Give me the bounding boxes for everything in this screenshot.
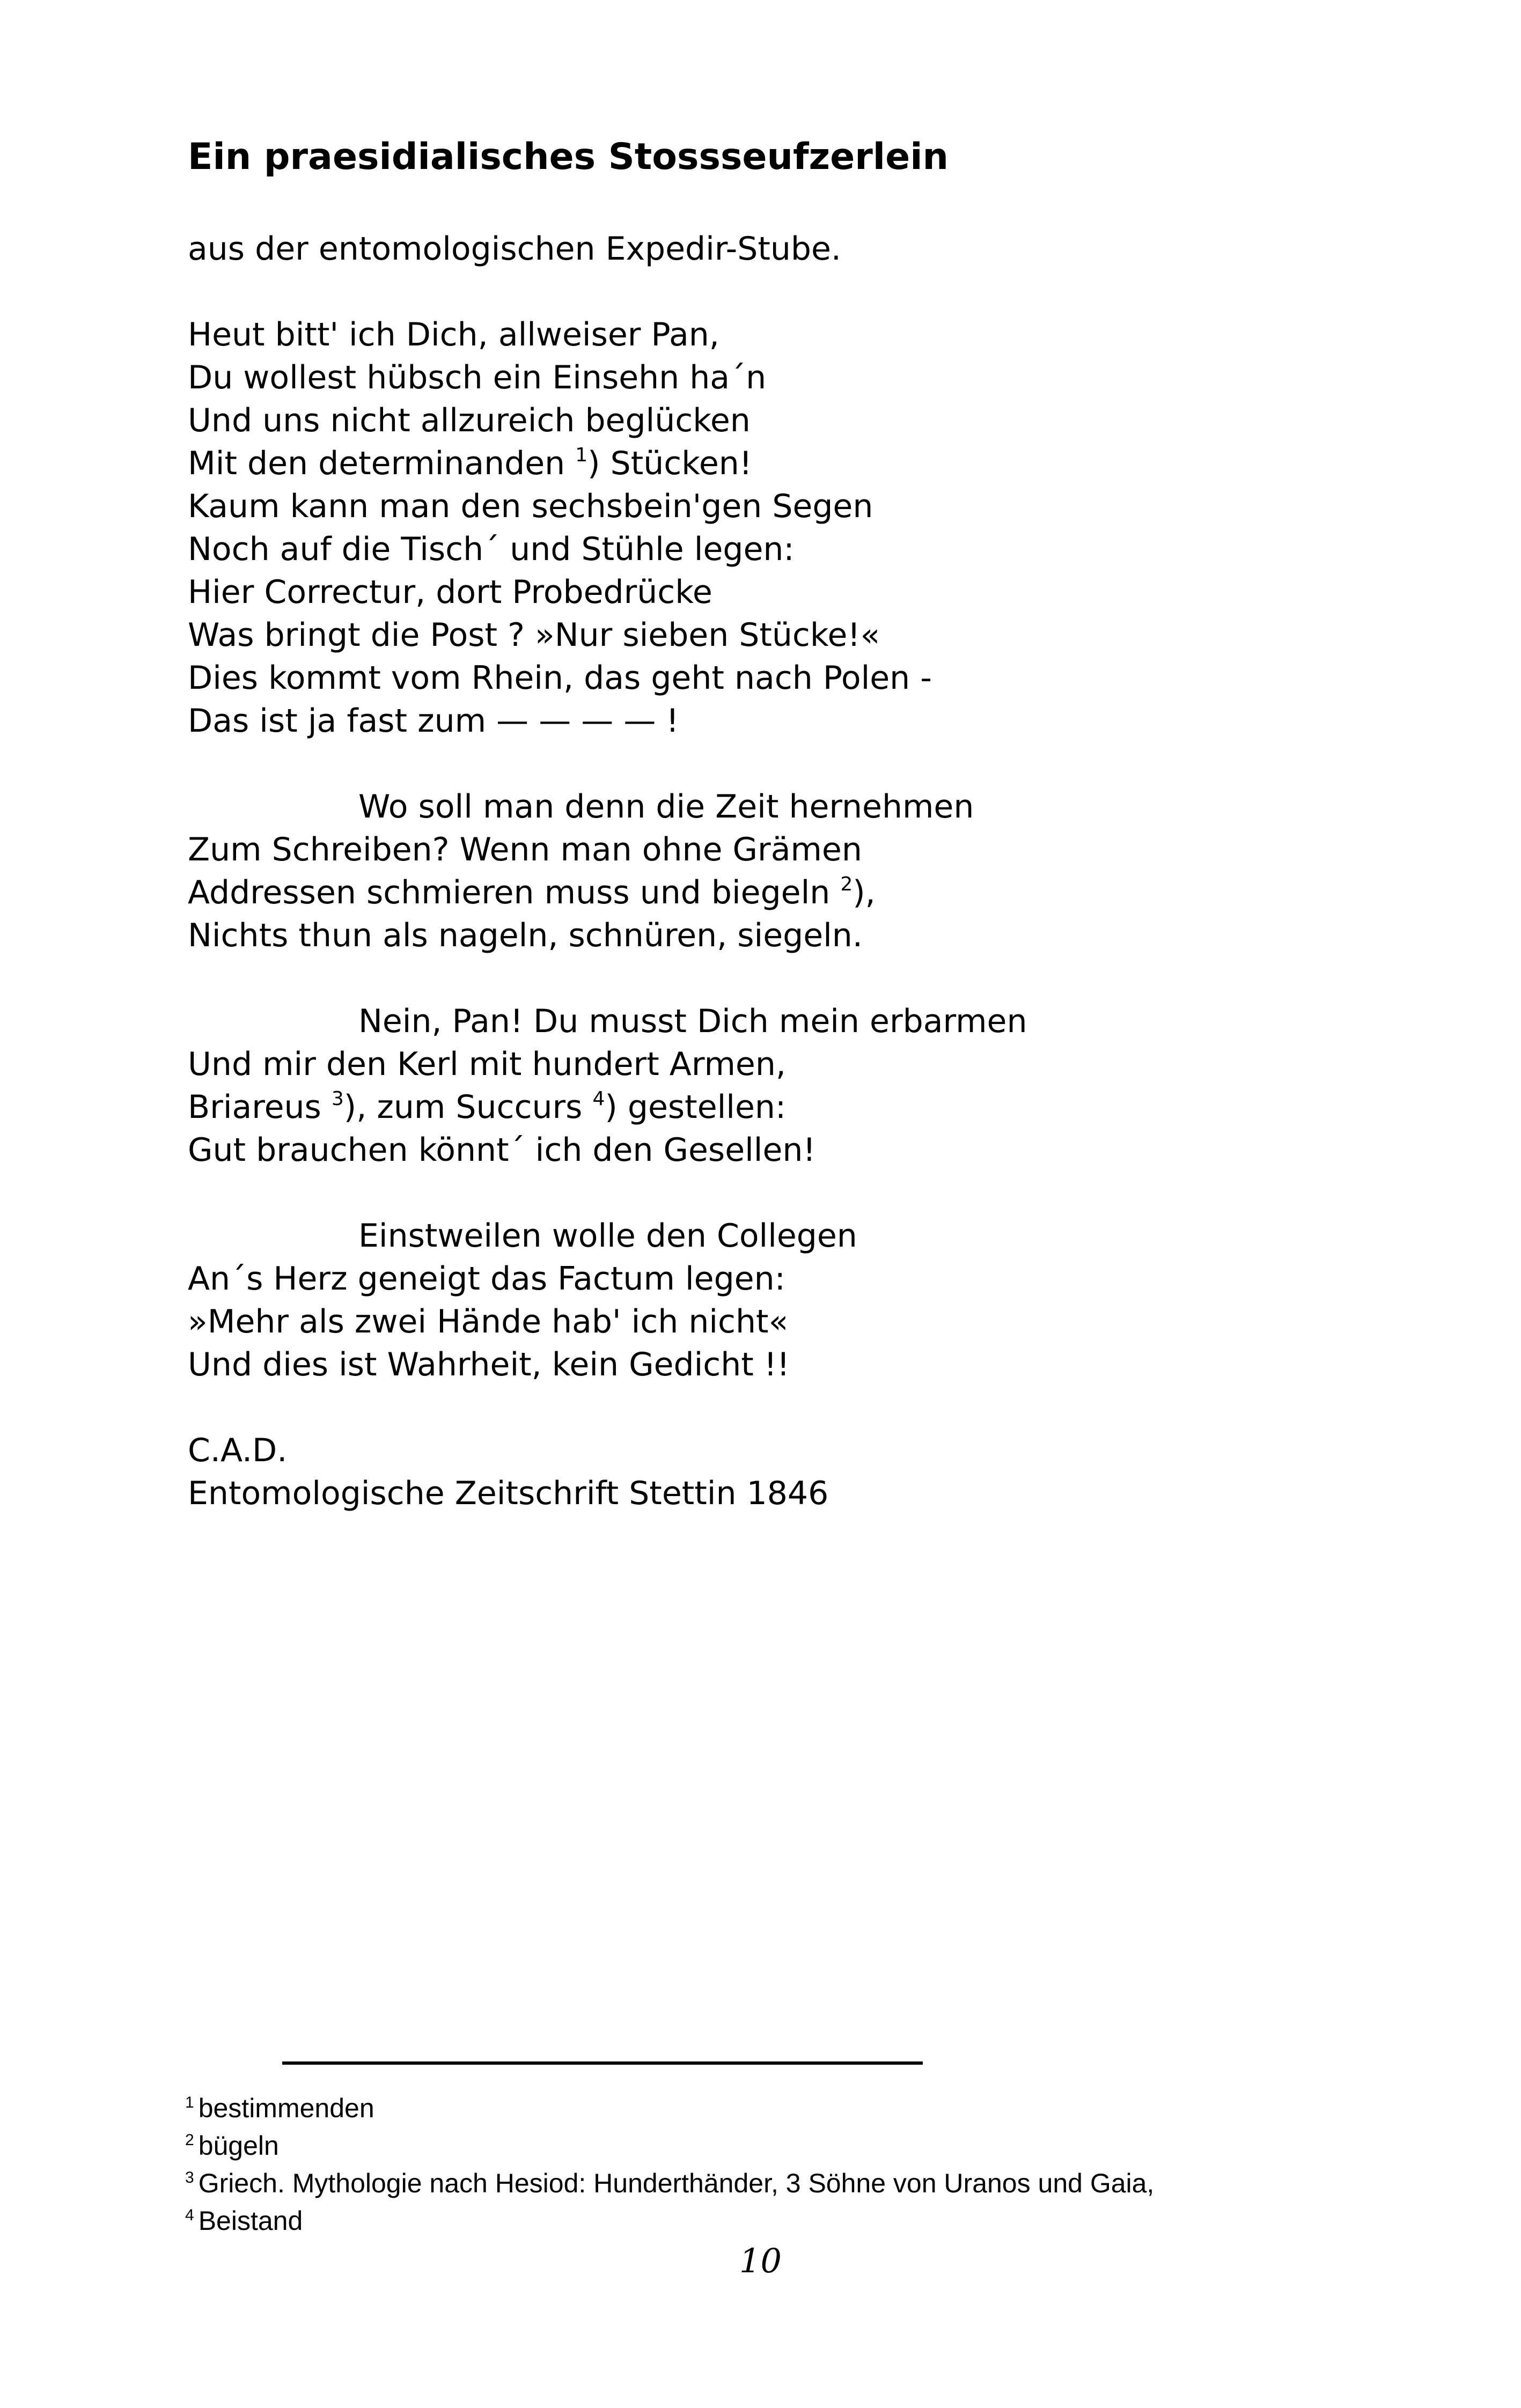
verse-line: An´s Herz geneigt das Factum legen: [188, 1260, 785, 1298]
poem-subtitle: aus der entomologischen Expedir-Stube. [188, 230, 841, 268]
footnote-item [185, 2202, 1154, 2240]
verse-line: Du wollest hübsch ein Einsehn ha´n [188, 359, 767, 396]
footnote-text: Beistand [198, 2206, 303, 2236]
stanza-gap [188, 957, 1368, 1000]
stanza-3 [188, 1000, 1368, 1172]
verse-line: Kaum kann man den sechsbein'gen Segen [188, 488, 873, 525]
poem-body [188, 313, 1368, 1386]
footnote-reference: 3 [331, 1088, 344, 1110]
stanza-2 [188, 785, 1368, 957]
verse-line-with-footnote [188, 871, 1368, 914]
footnote-number: 4 [185, 2206, 194, 2224]
signature-block [188, 1429, 828, 1515]
footnote-reference: 4 [592, 1088, 605, 1110]
footnote-item [185, 2164, 1154, 2202]
verse-text: Addressen schmieren muss und biegeln [188, 874, 841, 911]
footnote-text: bügeln [198, 2131, 279, 2161]
verse-line: Hier Correctur, dort Probedrücke [188, 573, 712, 611]
verse-line: Und uns nicht allzureich beglücken [188, 402, 751, 439]
footnote-reference: 1 [575, 444, 588, 466]
footnote-item [185, 2127, 1154, 2164]
verse-line: Zum Schreiben? Wenn man ohne Grämen [188, 831, 862, 868]
verse-line: Das ist ja fast zum — — — — ! [188, 702, 679, 740]
verse-line: Noch auf die Tisch´ und Stühle legen: [188, 531, 795, 568]
verse-line: Einstweilen wolle den Collegen [358, 1217, 857, 1255]
verse-text: ) gestellen: [605, 1088, 787, 1126]
author-initials: C.A.D. [188, 1432, 288, 1469]
stanza-1 [188, 313, 1368, 742]
footnote-item [185, 2089, 1154, 2127]
verse-line-with-footnote [188, 1086, 1368, 1129]
verse-line: Heut bitt' ich Dich, allweiser Pan, [188, 316, 719, 354]
footnotes [185, 2089, 1154, 2240]
verse-text: Mit den determinanden [188, 445, 576, 482]
footnote-separator [282, 2061, 923, 2065]
verse-line: Und mir den Kerl mit hundert Armen, [188, 1045, 786, 1083]
stanza-gap [188, 1172, 1368, 1214]
verse-line: Nein, Pan! Du musst Dich mein erbarmen [358, 1003, 1027, 1040]
footnote-text: bestimmenden [198, 2093, 374, 2123]
footnote-number: 1 [185, 2094, 194, 2111]
footnote-number: 2 [185, 2131, 194, 2149]
verse-text: ) Stücken! [587, 445, 752, 482]
stanza-4 [188, 1214, 1368, 1386]
verse-line: Dies kommt vom Rhein, das geht nach Polen - [188, 659, 932, 697]
verse-text: Briareus [188, 1088, 332, 1126]
page-number: 10 [739, 2241, 782, 2280]
footnote-reference: 2 [840, 873, 853, 895]
stanza-gap [188, 742, 1368, 785]
poem-title: Ein praesidialisches Stossseufzerlein [188, 136, 949, 178]
footnote-number: 3 [185, 2169, 194, 2186]
verse-line: »Mehr als zwei Hände hab' ich nicht« [188, 1303, 789, 1341]
verse-text: ), [853, 874, 876, 911]
verse-line-with-footnote [188, 442, 1368, 485]
source-citation: Entomologische Zeitschrift Stettin 1846 [188, 1475, 829, 1512]
footnote-text: Griech. Mythologie nach Hesiod: Hunderthänder, 3 Söhne von Uranos und Gaia, [198, 2168, 1155, 2198]
verse-line: Was bringt die Post ? »Nur sieben Stücke!« [188, 616, 880, 654]
verse-line: Wo soll man denn die Zeit hernehmen [358, 788, 974, 826]
verse-line: Und dies ist Wahrheit, kein Gedicht !! [188, 1346, 790, 1383]
verse-line: Gut brauchen könnt´ ich den Gesellen! [188, 1131, 816, 1169]
verse-line: Nichts thun als nageln, schnüren, siegeln. [188, 917, 863, 954]
verse-text: ), zum Succurs [343, 1088, 593, 1126]
